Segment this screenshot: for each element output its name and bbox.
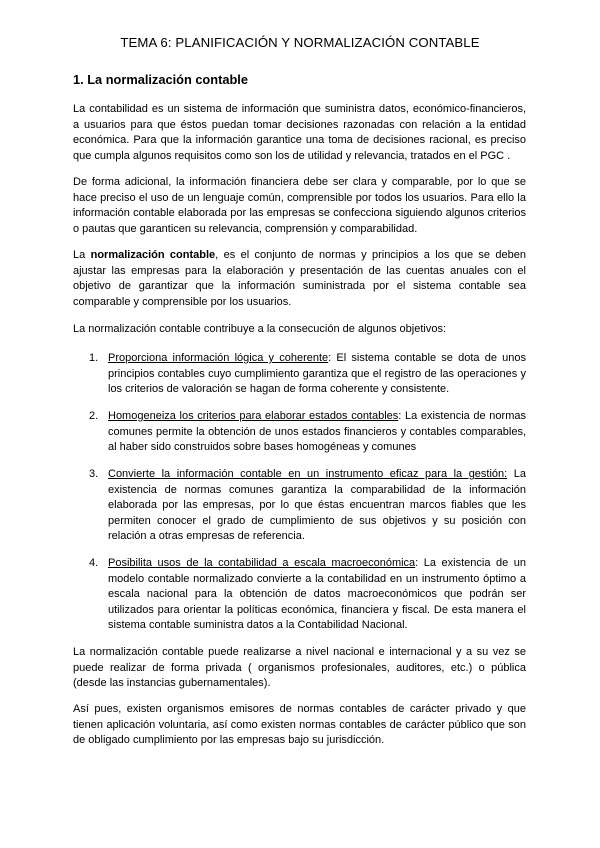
list-item (73, 467, 526, 545)
page-title: TEMA 6: PLANIFICACIÓN Y NORMALIZACIÓN CONTABLE (120, 35, 480, 50)
paragraph-5: La normalización contable puede realizarse a nivel nacional e internacional y a su vez se puede realizar de forma privada ( organismos profesionales, auditores, etc.) o pública (desde las instancias gubernamentales). (73, 646, 526, 689)
paragraph-3-term: normalización contable (90, 249, 216, 261)
list-item-text: : El sistema contable se dota de unos principios contables cuyo cumplimiento garantiza que el registro de las operaciones y los criterios de valoración se hagan de forma coherente y consistente. (108, 352, 527, 395)
list-item (73, 556, 526, 634)
paragraph-3-rest: , es el conjunto de normas y principios a los que se deben ajustar las empresas para la elaboración y presentación de las cuentas anuales con el objetivo de garantizar que la información suministrada por el sistema contable sea comparable y comprensible por los usuarios. (73, 249, 526, 308)
list-item-text: La existencia de normas comunes garantiza la comparabilidad de la información elaborada por las empresas, por lo que éstas encuentran marcos fiables que les permiten conocer el grado de cumplimiento de sus objetivos y su posición con relación a otras empresas de referencia. (108, 468, 526, 542)
list-item-text: : La existencia de normas comunes permite la obtención de unos estados financieros y contables comparables, al haber sido construidos sobre bases homogéneas y comunes (108, 410, 526, 453)
list-item-number: 2. (89, 410, 99, 422)
paragraph-3-start: La (73, 249, 91, 261)
list-item (73, 409, 526, 456)
list-item-number: 1. (89, 352, 99, 364)
section-heading: 1. La normalización contable (73, 72, 248, 87)
list-item-title: Proporciona información lógica y coherente (108, 352, 329, 364)
paragraph-2: De forma adicional, la información financiera debe ser clara y comparable, por lo que se hace preciso el uso de un lenguaje común, comprensible por todos los usuarios. Para ello la información contable elaborada por las empresas se confecciona siguiendo algunos criterios o pautas que garanticen su relevancia, comprensión y comparabilidad. (73, 176, 526, 235)
list-item-title: Homogeneiza los criterios para elaborar estados contables (108, 410, 399, 422)
list-item-title: Convierte la información contable en un instrumento eficaz para la gestión: (108, 468, 508, 480)
list-item-number: 3. (89, 468, 99, 480)
paragraph-1: La contabilidad es un sistema de información que suministra datos, económico-financieros, a usuarios para que éstos puedan tomar decisiones razonadas con relación a la entidad económica. Para que la información garantice una toma de decisiones racional, es preciso que cumpla algunos requisitos como son los de utilidad y relevancia, tratados en el PGC . (73, 103, 526, 162)
list-item (73, 351, 526, 398)
list-item-title: Posibilita usos de la contabilidad a escala macroeconómica (108, 557, 416, 569)
paragraph-6: Así pues, existen organismos emisores de normas contables de carácter privado y que tienen aplicación voluntaria, así como existen normas contables de carácter público que son de obligado cumplimiento por las empresas bajo su jurisdicción. (73, 703, 526, 746)
list-item-text: : La existencia de un modelo contable normalizado convierte a la contabilidad en un instrumento óptimo a escala nacional para la obtención de datos macroeconómicos que podrán ser utilizados para orientar la políticas económica, financiera y fiscal. De esta manera el sistema contable suministra datos a la Contabilidad Nacional. (108, 557, 526, 631)
list-item-number: 4. (89, 557, 99, 569)
paragraph-3 (73, 248, 526, 310)
paragraph-4: La normalización contable contribuye a la consecución de algunos objetivos: (73, 323, 447, 335)
